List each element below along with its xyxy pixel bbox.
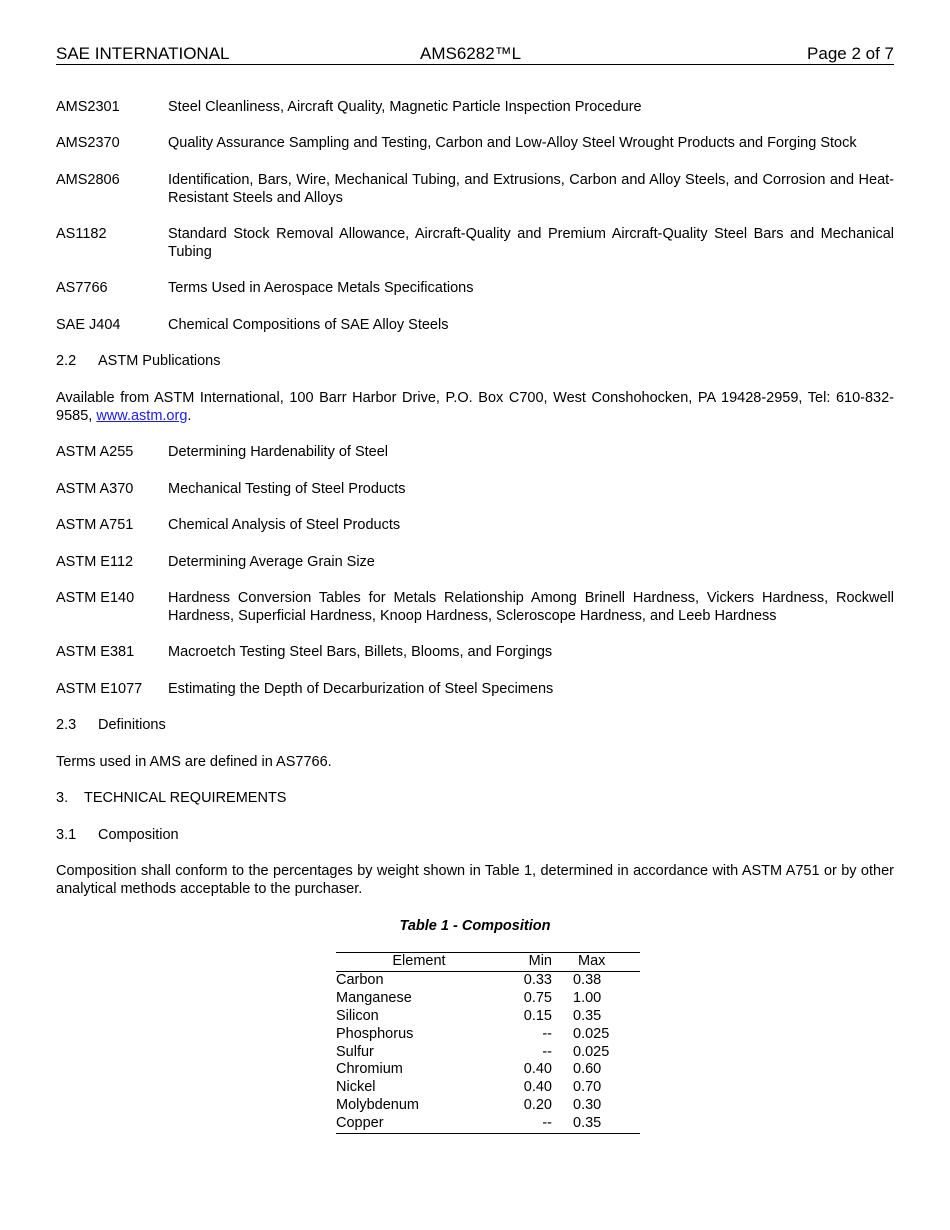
composition-paragraph: Composition shall conform to the percentages by weight shown in Table 1, determined in accordance with ASTM A751 or by other analytical methods acceptable to the purchaser. — [56, 863, 894, 897]
header-organization: SAE INTERNATIONAL — [56, 44, 230, 63]
reference-entry — [56, 643, 894, 661]
reference-code: AMS2806 — [56, 172, 120, 188]
table-row — [336, 1061, 640, 1079]
element-cell: Sulfur — [336, 1043, 374, 1060]
min-cell: 0.40 — [523, 1079, 552, 1096]
max-cell: 0.35 — [552, 1115, 640, 1133]
reference-code: ASTM A370 — [56, 481, 134, 497]
element-cell: Molybdenum — [336, 1097, 420, 1114]
min-cell: 0.40 — [523, 1061, 552, 1078]
section-title: ASTM Publications — [98, 353, 221, 369]
section-number: 3. — [56, 790, 69, 806]
header-document-number: AMS6282™L — [420, 44, 522, 63]
paragraph-text-end: . — [187, 408, 192, 424]
reference-code: ASTM E381 — [56, 644, 135, 660]
element-cell: Phosphorus — [336, 1025, 414, 1042]
element-cell: Chromium — [336, 1061, 403, 1078]
column-header-min: Min — [502, 953, 552, 972]
reference-code: AMS2301 — [56, 99, 120, 115]
table-row — [336, 1026, 640, 1044]
reference-title: Standard Stock Removal Allowance, Aircraft-Quality and Premium Aircraft-Quality Steel Bars and Mechanical Tubing — [168, 226, 894, 260]
element-cell: Silicon — [336, 1007, 379, 1024]
min-cell: 0.20 — [523, 1097, 552, 1114]
min-cell: -- — [542, 1043, 552, 1060]
reference-code: AS1182 — [56, 226, 107, 242]
reference-entry — [56, 516, 894, 534]
reference-entry — [56, 680, 894, 698]
reference-entry — [56, 589, 894, 625]
min-cell: -- — [542, 1025, 552, 1042]
section-number: 3.1 — [56, 827, 77, 843]
reference-code: AMS2370 — [56, 135, 120, 151]
reference-title: Steel Cleanliness, Aircraft Quality, Magnetic Particle Inspection Procedure — [168, 99, 642, 115]
max-cell: 0.025 — [573, 1043, 610, 1060]
reference-code: AS7766 — [56, 280, 108, 296]
page-header — [56, 44, 894, 65]
section-title: TECHNICAL REQUIREMENTS — [84, 790, 287, 806]
section-title: Definitions — [98, 717, 166, 733]
max-cell: 0.38 — [573, 971, 602, 988]
reference-title: Chemical Compositions of SAE Alloy Steels — [168, 317, 449, 333]
section-heading-3 — [56, 789, 286, 807]
table-row — [336, 1079, 640, 1097]
table-title: Table 1 - Composition — [399, 918, 551, 934]
reference-code: ASTM E140 — [56, 590, 135, 606]
min-cell: 0.75 — [523, 989, 552, 1006]
reference-entry — [56, 134, 894, 152]
reference-entry — [56, 225, 894, 261]
table-row — [336, 971, 640, 989]
reference-title: Macroetch Testing Steel Bars, Billets, Blooms, and Forgings — [168, 644, 553, 660]
reference-title: Identification, Bars, Wire, Mechanical Tubing, and Extrusions, Carbon and Alloy Steels, and Corrosion and Heat-Resistant Steels and Alloys — [168, 172, 894, 206]
section-heading-2-2 — [56, 352, 221, 370]
reference-title: Estimating the Depth of Decarburization of Steel Specimens — [168, 681, 554, 697]
reference-title: Mechanical Testing of Steel Products — [168, 481, 406, 497]
column-header-max: Max — [552, 953, 640, 972]
max-cell: 0.025 — [573, 1025, 610, 1042]
max-cell: 0.30 — [573, 1097, 602, 1114]
max-cell: 0.35 — [573, 1007, 602, 1024]
reference-title: Chemical Analysis of Steel Products — [168, 517, 401, 533]
table-row — [336, 1044, 640, 1062]
reference-title: Determining Average Grain Size — [168, 554, 375, 570]
max-cell: 0.70 — [573, 1079, 602, 1096]
section-number: 2.3 — [56, 717, 77, 733]
section-title: Composition — [98, 827, 179, 843]
max-cell: 1.00 — [573, 989, 602, 1006]
header-page-number: Page 2 of 7 — [807, 44, 894, 63]
table-row — [336, 1115, 640, 1133]
reference-title: Hardness Conversion Tables for Metals Relationship Among Brinell Hardness, Vickers Hardness, Rockwell Hardness, Superficial Hardness, Knoop Hardness, Scleroscope Hardness, and Leeb Hardness — [168, 590, 894, 624]
reference-entry — [56, 480, 894, 498]
element-cell: Manganese — [336, 989, 412, 1006]
reference-code: ASTM A751 — [56, 517, 134, 533]
definitions-paragraph: Terms used in AMS are defined in AS7766. — [56, 754, 332, 770]
section-number: 2.2 — [56, 353, 77, 369]
reference-entry — [56, 171, 894, 207]
max-cell: 0.60 — [573, 1061, 602, 1078]
reference-entry — [56, 279, 894, 297]
min-cell: 0.15 — [523, 1007, 552, 1024]
table-row — [336, 1097, 640, 1115]
reference-title: Quality Assurance Sampling and Testing, Carbon and Low-Alloy Steel Wrought Products and Forging Stock — [168, 135, 857, 151]
element-cell: Nickel — [336, 1079, 376, 1096]
astm-website-link[interactable]: www.astm.org — [96, 408, 188, 424]
min-cell: -- — [502, 1115, 552, 1133]
reference-code: ASTM E112 — [56, 554, 134, 570]
reference-entry — [56, 443, 894, 461]
table-row — [336, 1008, 640, 1026]
reference-entry — [56, 553, 894, 571]
astm-availability-paragraph — [56, 389, 894, 425]
element-cell: Copper — [336, 1115, 502, 1133]
composition-table — [336, 952, 640, 1134]
table-row — [336, 990, 640, 1008]
reference-entry — [56, 98, 894, 116]
reference-title: Terms Used in Aerospace Metals Specifications — [168, 280, 474, 296]
paragraph-text: Available from ASTM International, 100 Barr Harbor Drive, P.O. Box C700, West Conshohocken, PA 19428-2959, Tel: 610-832-9585, — [56, 390, 894, 424]
reference-code: ASTM E1077 — [56, 681, 143, 697]
section-heading-3-1 — [56, 826, 179, 844]
column-header-element: Element — [336, 953, 502, 972]
element-cell: Carbon — [336, 971, 384, 988]
reference-title: Determining Hardenability of Steel — [168, 444, 389, 460]
section-heading-2-3 — [56, 716, 166, 734]
reference-entry — [56, 316, 894, 334]
reference-code: ASTM A255 — [56, 444, 134, 460]
min-cell: 0.33 — [523, 971, 552, 988]
reference-code: SAE J404 — [56, 317, 121, 333]
table-header-row — [336, 953, 640, 972]
